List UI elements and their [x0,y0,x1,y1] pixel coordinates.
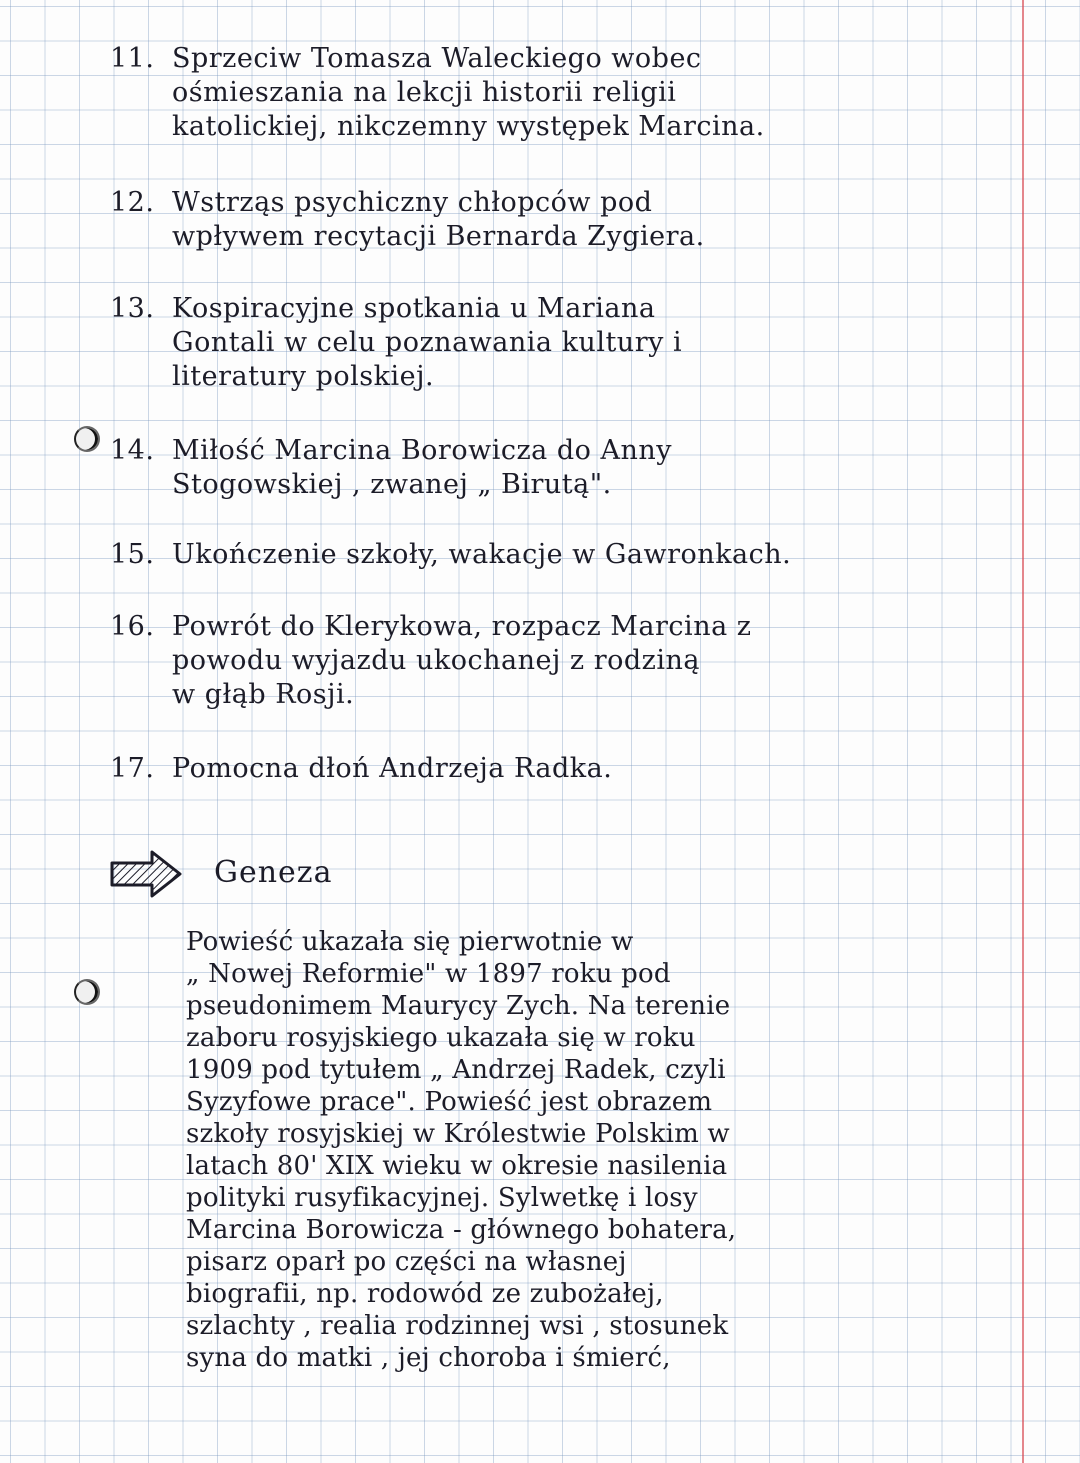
item-text: Stogowskiej , zwanej „ Birutą". [172,469,612,500]
paragraph-line: polityki rusyfikacyjnej. Sylwetkę i losy [186,1183,698,1213]
item-text: Pomocna dłoń Andrzeja Radka. [172,753,613,784]
paragraph-line: syna do matki , jej choroba i śmierć, [186,1343,671,1373]
list-item-14 [110,434,910,502]
section-paragraph [186,926,926,1374]
list-item-17 [110,752,910,786]
punch-hole-icon [74,979,100,1005]
paragraph-line: latach 80' XIX wieku w okresie nasilenia [186,1151,728,1181]
item-text: Sprzeciw Tomasza Waleckiego wobec [172,43,702,74]
page-margin-line [1022,0,1024,1463]
paragraph-line: pisarz oparł po części na własnej [186,1247,627,1277]
item-text: wpływem recytacji Bernarda Zygiera. [172,221,705,252]
paragraph-line: zaboru rosyjskiego ukazała się w roku [186,1023,696,1053]
list-item-11 [110,42,910,144]
item-text: Wstrząs psychiczny chłopców pod [172,187,653,218]
item-number: 11. [110,43,155,74]
item-text: Miłość Marcina Borowicza do Anny [172,435,673,466]
paragraph-line: szlachty , realia rodzinnej wsi , stosunek [186,1311,729,1341]
item-text: Gontali w celu poznawania kultury i [172,327,683,358]
paragraph-line: Syzyfowe prace". Powieść jest obrazem [186,1087,713,1117]
item-text: katolickiej, nikczemny występek Marcina. [172,111,765,142]
item-number: 13. [110,293,155,324]
item-number: 16. [110,611,155,642]
hatched-right-arrow-icon [108,849,184,899]
list-item-12 [110,186,910,254]
paragraph-line: „ Nowej Reformie" w 1897 roku pod [186,959,671,989]
list-item-13 [110,292,910,394]
paragraph-line: Marcina Borowicza - głównego bohatera, [186,1215,737,1245]
item-text: Powrót do Klerykowa, rozpacz Marcina z [172,611,752,642]
paragraph-line: szkoły rosyjskiej w Królestwie Polskim w [186,1119,730,1149]
item-number: 17. [110,753,155,784]
section-heading: Geneza [214,855,333,890]
list-item-16 [110,610,910,712]
paragraph-line: Powieść ukazała się pierwotnie w [186,927,634,957]
item-number: 15. [110,539,155,570]
item-text: Kospiracyjne spotkania u Mariana [172,293,656,324]
item-number: 12. [110,187,155,218]
item-number: 14. [110,435,155,466]
item-text: w głąb Rosji. [172,679,355,710]
item-text: literatury polskiej. [172,361,435,392]
paragraph-line: 1909 pod tytułem „ Andrzej Radek, czyli [186,1055,726,1085]
paragraph-line: pseudonimem Maurycy Zych. Na terenie [186,991,731,1021]
paragraph-line: biografii, np. rodowód ze zubożałej, [186,1279,664,1309]
item-text: ośmieszania na lekcji historii religii [172,77,677,108]
punch-hole-icon [74,426,100,452]
list-item-15 [110,538,910,572]
item-text: powodu wyjazdu ukochanej z rodziną [172,645,701,676]
item-text: Ukończenie szkoły, wakacje w Gawronkach. [172,539,792,570]
